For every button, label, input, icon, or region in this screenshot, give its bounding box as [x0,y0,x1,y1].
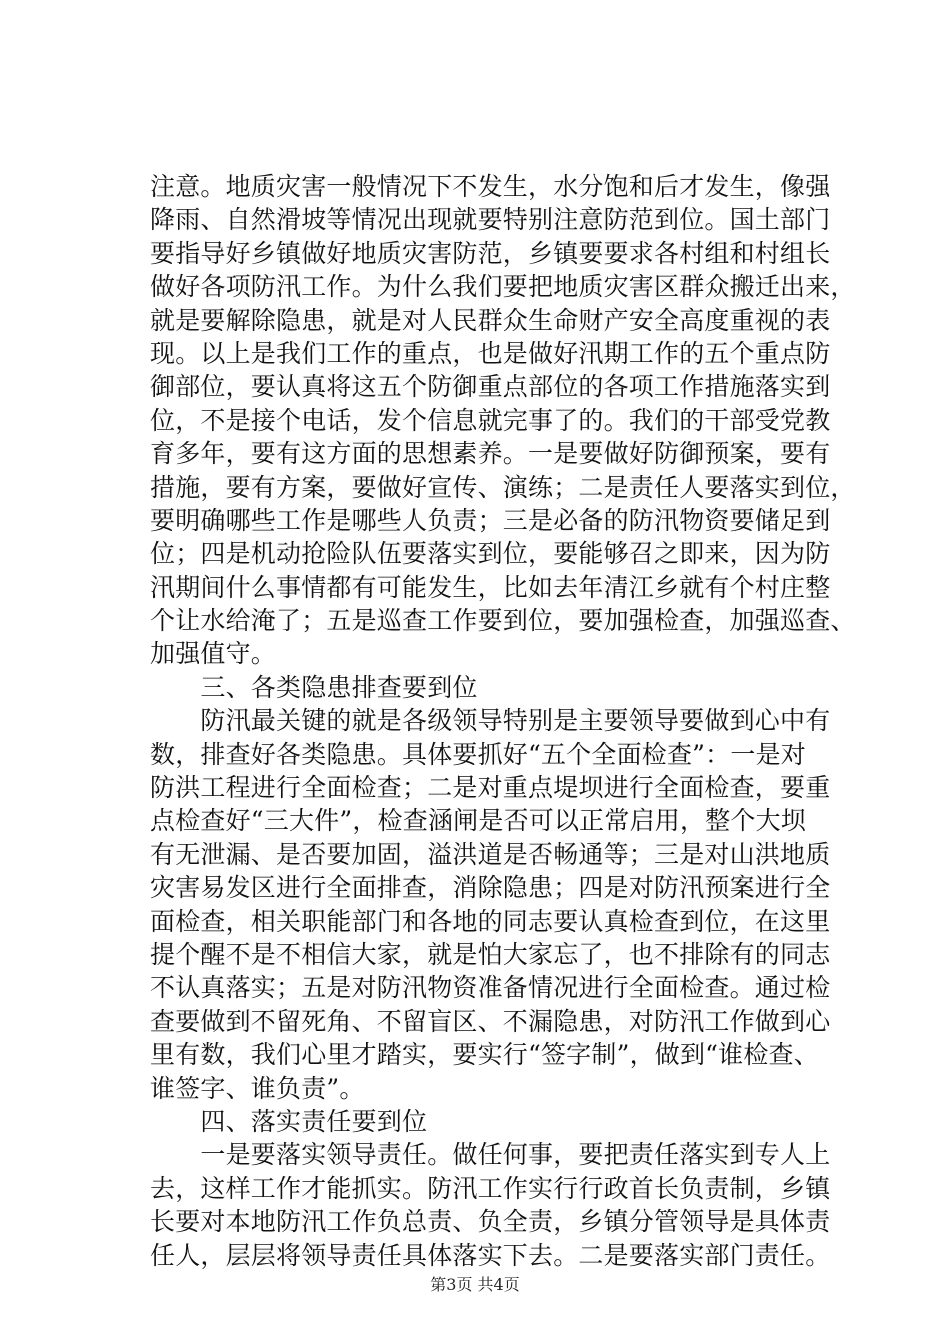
text-line: 防洪工程进行全面检查；二是对重点堤坝进行全面检查，要重 [150,773,831,803]
text-line: 汛期间什么事情都有可能发生，比如去年清江乡就有个村庄整 [150,572,831,602]
body-text [150,170,856,1272]
text-line: 里有数，我们心里才踏实，要实行“签字制”，做到“谁检查、 [150,1040,819,1070]
text-line: 措施，要有方案，要做好宣传、演练；二是责任人要落实到位， [150,472,856,502]
text-line: 灾害易发区进行全面排查，消除隐患；四是对防汛预案进行全 [150,873,831,903]
page-footer: 第3页 共4页 [430,1275,520,1294]
text-line: 四、落实责任要到位 [150,1106,428,1136]
text-line: 位，不是接个电话，发个信息就完事了的。我们的干部受党教 [150,405,831,435]
text-line: 育多年，要有这方面的思想素养。一是要做好防御预案，要有 [150,439,831,469]
text-line: 有无泄漏、是否要加固，溢洪道是否畅通等；三是对山洪地质 [150,839,831,869]
text-line: 做好各项防汛工作。为什么我们要把地质灾害区群众搬迁出来， [150,272,856,302]
text-line: 就是要解除隐患，就是对人民群众生命财产安全高度重视的表 [150,305,831,335]
text-line: 要明确哪些工作是哪些人负责；三是必备的防汛物资要储足到 [150,505,831,535]
text-line: 三、各类隐患排查要到位 [150,672,478,702]
text-line: 提个醒不是不相信大家，就是怕大家忘了，也不排除有的同志 [150,939,831,969]
text-line: 防汛最关键的就是各级领导特别是主要领导要做到心中有 [150,706,831,736]
text-line: 个让水给淹了；五是巡查工作要到位，要加强检查，加强巡查、 [150,606,856,636]
text-line: 降雨、自然滑坡等情况出现就要特别注意防范到位。国土部门 [150,205,831,235]
text-line: 去，这样工作才能抓实。防汛工作实行行政首长负责制，乡镇 [150,1173,831,1203]
text-line: 要指导好乡镇做好地质灾害防范，乡镇要要求各村组和村组长 [150,238,831,268]
text-line: 位；四是机动抢险队伍要落实到位，要能够召之即来，因为防 [150,539,831,569]
text-line: 查要做到不留死角、不留盲区、不漏隐患，对防汛工作做到心 [150,1006,831,1036]
text-line: 长要对本地防汛工作负总责、负全责，乡镇分管领导是具体责 [150,1207,831,1237]
text-line: 一是要落实领导责任。做任何事，要把责任落实到专人上 [150,1140,831,1170]
text-line: 御部位，要认真将这五个防御重点部位的各项工作措施落实到 [150,372,831,402]
text-line: 加强值守。 [150,639,277,669]
text-line: 数，排查好各类隐患。具体要抓好“五个全面检查”：一是对 [150,739,806,769]
text-line: 面检查，相关职能部门和各地的同志要认真检查到位，在这里 [150,906,831,936]
text-line: 注意。地质灾害一般情况下不发生，水分饱和后才发生，像强 [150,172,831,201]
text-line: 任人，层层将领导责任具体落实下去。二是要落实部门责任。 [150,1240,831,1270]
text-line: 不认真落实；五是对防汛物资准备情况进行全面检查。通过检 [150,973,831,1003]
text-line: 点检查好“三大件”，检查涵闸是否可以正常启用，整个大坝 [150,806,806,836]
text-line: 谁签字、谁负责”。 [150,1073,365,1103]
text-line: 现。以上是我们工作的重点，也是做好汛期工作的五个重点防 [150,338,831,368]
